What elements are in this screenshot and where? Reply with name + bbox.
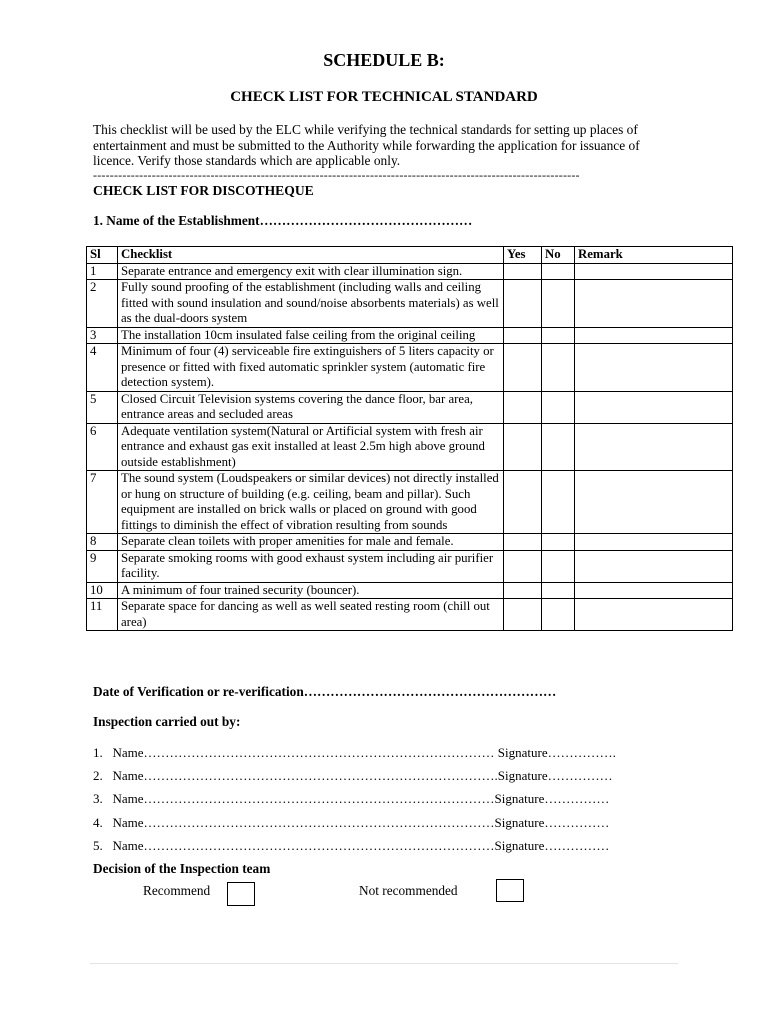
yes-cell[interactable] xyxy=(504,344,542,392)
remark-cell[interactable] xyxy=(575,280,733,328)
checklist-table xyxy=(86,246,733,631)
remark-cell[interactable] xyxy=(575,582,733,599)
sl-header: Sl xyxy=(87,247,118,264)
no-cell[interactable] xyxy=(542,423,575,471)
row-number: 11 xyxy=(87,599,118,631)
row-number: 6 xyxy=(87,423,118,471)
remark-header: Remark xyxy=(575,247,733,264)
section-title: CHECK LIST FOR DISCOTHEQUE xyxy=(93,183,314,198)
signatory-row xyxy=(93,791,609,807)
signatory-row xyxy=(93,745,616,761)
yes-cell[interactable] xyxy=(504,471,542,534)
remark-cell[interactable] xyxy=(575,550,733,582)
schedule-title: SCHEDULE B: xyxy=(323,50,445,70)
row-number: 3 xyxy=(87,327,118,344)
yes-cell[interactable] xyxy=(504,582,542,599)
yes-cell[interactable] xyxy=(504,534,542,551)
checklist-item: Separate space for dancing as well as well seated resting room (chill out area) xyxy=(118,599,504,631)
row-number: 9 xyxy=(87,550,118,582)
table-row xyxy=(87,344,733,392)
yes-cell[interactable] xyxy=(504,280,542,328)
signatory-name-signature: Name……………………………………………………………………….Signature…………… xyxy=(112,768,613,783)
yes-cell[interactable] xyxy=(504,391,542,423)
row-number: 10 xyxy=(87,582,118,599)
signatory-number: 2. xyxy=(93,768,103,783)
no-cell[interactable] xyxy=(542,280,575,328)
checklist-item: Separate smoking rooms with good exhaust system including air purifier facility. xyxy=(118,550,504,582)
signatory-number: 5. xyxy=(93,838,103,853)
signatory-number: 3. xyxy=(93,791,103,806)
table-row xyxy=(87,263,733,280)
checklist-item: The installation 10cm insulated false ceiling from the original ceiling xyxy=(118,327,504,344)
checklist-item: Closed Circuit Television systems covering the dance floor, bar area, entrance areas and secluded areas xyxy=(118,391,504,423)
table-row xyxy=(87,550,733,582)
not-recommended-label: Not recommended xyxy=(359,883,458,898)
row-number: 1 xyxy=(87,263,118,280)
signatory-name-signature: Name………………………………………………………………………Signature…………… xyxy=(112,815,610,830)
signatory-name-signature: Name………………………………………………………………………Signature…………… xyxy=(112,791,610,806)
signatory-row xyxy=(93,815,609,831)
row-number: 2 xyxy=(87,280,118,328)
row-number: 5 xyxy=(87,391,118,423)
not-recommended-checkbox[interactable] xyxy=(496,879,524,902)
table-row xyxy=(87,534,733,551)
yes-cell[interactable] xyxy=(504,327,542,344)
yes-cell[interactable] xyxy=(504,263,542,280)
signatory-name-signature: Name………………………………………………………………………Signature…………… xyxy=(112,838,610,853)
checklist-item: Fully sound proofing of the establishment (including walls and ceiling fitted with sound insulation and sound/noise absorbents materials) as well as the dual-doors system xyxy=(118,280,504,328)
dashed-separator: -------------------------------------------------------------------------------------------------------------------- xyxy=(93,168,580,182)
remark-cell[interactable] xyxy=(575,327,733,344)
table-row xyxy=(87,471,733,534)
no-cell[interactable] xyxy=(542,327,575,344)
checklist-item: Adequate ventilation system(Natural or Artificial system with fresh air entrance and exhaust gas exit installed at least 2.5m high above ground outside establishment) xyxy=(118,423,504,471)
yes-cell[interactable] xyxy=(504,599,542,631)
recommend-checkbox[interactable] xyxy=(227,882,255,906)
yes-cell[interactable] xyxy=(504,423,542,471)
no-cell[interactable] xyxy=(542,344,575,392)
table-row xyxy=(87,280,733,328)
no-cell[interactable] xyxy=(542,599,575,631)
intro-line: This checklist will be used by the ELC while verifying the technical standards for setting up places of xyxy=(93,122,638,137)
checklist-item: Separate clean toilets with proper amenities for male and female. xyxy=(118,534,504,551)
no-cell[interactable] xyxy=(542,582,575,599)
signatory-row xyxy=(93,838,609,854)
recommend-label: Recommend xyxy=(143,883,211,898)
checklist-item: The sound system (Loudspeakers or similar devices) not directly installed or hung on structure of building (e.g. ceiling, beam and pillar). Such equipment are installed on brick walls or placed on ground with good fittings to diminish the effect of vibration resulting from sounds xyxy=(118,471,504,534)
intro-line: licence. Verify those standards which are applicable only. xyxy=(93,153,401,168)
remark-cell[interactable] xyxy=(575,391,733,423)
remark-cell[interactable] xyxy=(575,599,733,631)
no-cell[interactable] xyxy=(542,471,575,534)
remark-cell[interactable] xyxy=(575,423,733,471)
verification-date-field: Date of Verification or re-verification………………………………………………… xyxy=(93,684,557,699)
checklist-item: A minimum of four trained security (bouncer). xyxy=(118,582,504,599)
inspection-heading: Inspection carried out by: xyxy=(93,714,241,729)
table-row xyxy=(87,582,733,599)
row-number: 8 xyxy=(87,534,118,551)
table-row xyxy=(87,327,733,344)
checklist-subtitle: CHECK LIST FOR TECHNICAL STANDARD xyxy=(230,89,538,105)
row-number: 7 xyxy=(87,471,118,534)
checklist-item: Separate entrance and emergency exit with clear illumination sign. xyxy=(118,263,504,280)
checklist-item: Minimum of four (4) serviceable fire extinguishers of 5 liters capacity or presence or fitted with fixed automatic sprinkler system (automatic fire detection system). xyxy=(118,344,504,392)
yes-header: Yes xyxy=(504,247,542,264)
page-footer-divider xyxy=(90,963,678,964)
signatory-number: 1. xyxy=(93,745,103,760)
no-cell[interactable] xyxy=(542,391,575,423)
remark-cell[interactable] xyxy=(575,344,733,392)
row-number: 4 xyxy=(87,344,118,392)
intro-line: entertainment and must be submitted to the Authority while forwarding the application for issuance of xyxy=(93,137,640,153)
no-cell[interactable] xyxy=(542,550,575,582)
no-cell[interactable] xyxy=(542,534,575,551)
signatory-name-signature: Name……………………………………………………………………… Signature……………. xyxy=(112,745,616,760)
remark-cell[interactable] xyxy=(575,263,733,280)
table-row xyxy=(87,423,733,471)
checklist-header: Checklist xyxy=(118,247,504,264)
table-header-row xyxy=(87,247,733,264)
establishment-name-field: 1. Name of the Establishment………………………………………… xyxy=(93,213,473,228)
table-row xyxy=(87,599,733,631)
decision-heading: Decision of the Inspection team xyxy=(93,861,271,876)
remark-cell[interactable] xyxy=(575,471,733,534)
intro-paragraph xyxy=(93,122,693,169)
signatory-number: 4. xyxy=(93,815,103,830)
signatory-row xyxy=(93,768,613,784)
remark-cell[interactable] xyxy=(575,534,733,551)
no-header: No xyxy=(542,247,575,264)
no-cell[interactable] xyxy=(542,263,575,280)
table-row xyxy=(87,391,733,423)
yes-cell[interactable] xyxy=(504,550,542,582)
